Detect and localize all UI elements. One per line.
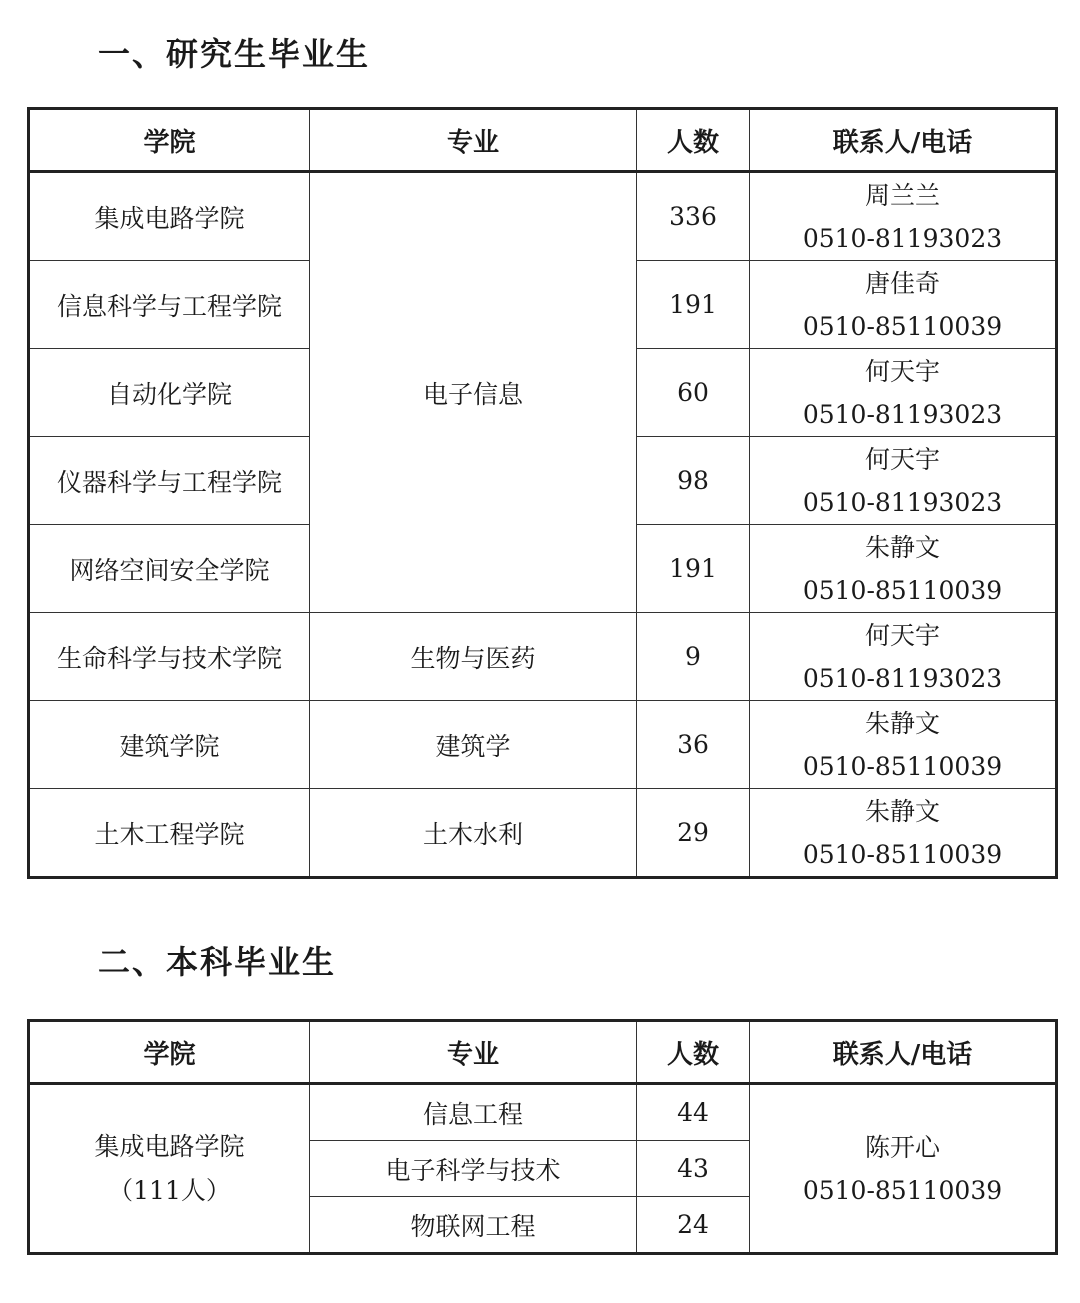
major-cell-merged: 电子信息 [310,172,637,613]
table-row [29,701,1057,789]
contact-cell [750,349,1057,437]
contact-phone: 0510-85110039 [802,751,1003,781]
header-college: 学院 [29,109,310,172]
graduate-section-title: 一、研究生毕业生 [98,35,371,73]
count-cell: 336 [637,172,750,261]
contact-phone: 0510-81193023 [802,223,1003,253]
table-header-row [29,109,1057,172]
college-cell: 信息科学与工程学院 [29,261,310,349]
college-name: 集成电路学院 [94,1131,245,1161]
header-count: 人数 [637,109,750,172]
contact-phone: 0510-85110039 [802,1175,1003,1205]
table-row [29,172,1057,261]
count-cell: 9 [637,613,750,701]
table-row [29,1084,1057,1141]
contact-name: 何天宇 [864,356,940,386]
contact-name: 何天宇 [864,620,940,650]
contact-name: 朱静文 [864,708,940,738]
contact-phone: 0510-81193023 [802,399,1003,429]
contact-cell [750,261,1057,349]
contact-phone: 0510-85110039 [802,575,1003,605]
header-contact: 联系人/电话 [750,109,1057,172]
contact-phone: 0510-85110039 [802,839,1003,869]
table-header-row [29,1021,1057,1084]
contact-phone: 0510-81193023 [802,487,1003,517]
contact-phone: 0510-81193023 [802,663,1003,693]
major-cell: 建筑学 [310,701,637,789]
major-cell: 信息工程 [310,1084,637,1141]
college-cell: 建筑学院 [29,701,310,789]
contact-cell [750,613,1057,701]
contact-name: 陈开心 [864,1132,940,1162]
count-cell: 44 [637,1084,750,1141]
college-cell: 仪器科学与工程学院 [29,437,310,525]
count-cell: 24 [637,1197,750,1254]
college-cell: 集成电路学院 [29,172,310,261]
major-cell: 土木水利 [310,789,637,878]
header-count: 人数 [637,1021,750,1084]
college-cell: 网络空间安全学院 [29,525,310,613]
undergraduate-section-title: 二、本科毕业生 [98,943,337,981]
undergraduate-table [27,1019,1058,1255]
college-cell: 土木工程学院 [29,789,310,878]
college-cell: 自动化学院 [29,349,310,437]
contact-cell [750,701,1057,789]
contact-cell [750,172,1057,261]
contact-name: 何天宇 [864,444,940,474]
contact-phone: 0510-85110039 [802,311,1003,341]
contact-cell [750,525,1057,613]
count-cell: 60 [637,349,750,437]
major-cell: 电子科学与技术 [310,1141,637,1197]
contact-cell-merged [750,1084,1057,1254]
graduate-table [27,107,1058,879]
contact-name: 周兰兰 [864,180,940,210]
contact-cell [750,437,1057,525]
contact-name: 朱静文 [864,796,940,826]
table-row [29,613,1057,701]
major-cell: 生物与医药 [310,613,637,701]
count-cell: 29 [637,789,750,878]
header-major: 专业 [310,1021,637,1084]
count-cell: 43 [637,1141,750,1197]
contact-cell [750,789,1057,878]
header-major: 专业 [310,109,637,172]
header-contact: 联系人/电话 [750,1021,1057,1084]
count-cell: 98 [637,437,750,525]
contact-name: 朱静文 [864,532,940,562]
major-cell: 物联网工程 [310,1197,637,1254]
college-total: （111人） [108,1175,231,1205]
header-college: 学院 [29,1021,310,1084]
contact-name: 唐佳奇 [864,268,940,298]
college-cell: 生命科学与技术学院 [29,613,310,701]
count-cell: 36 [637,701,750,789]
count-cell: 191 [637,525,750,613]
count-cell: 191 [637,261,750,349]
college-cell-merged [29,1084,310,1254]
table-row [29,789,1057,878]
